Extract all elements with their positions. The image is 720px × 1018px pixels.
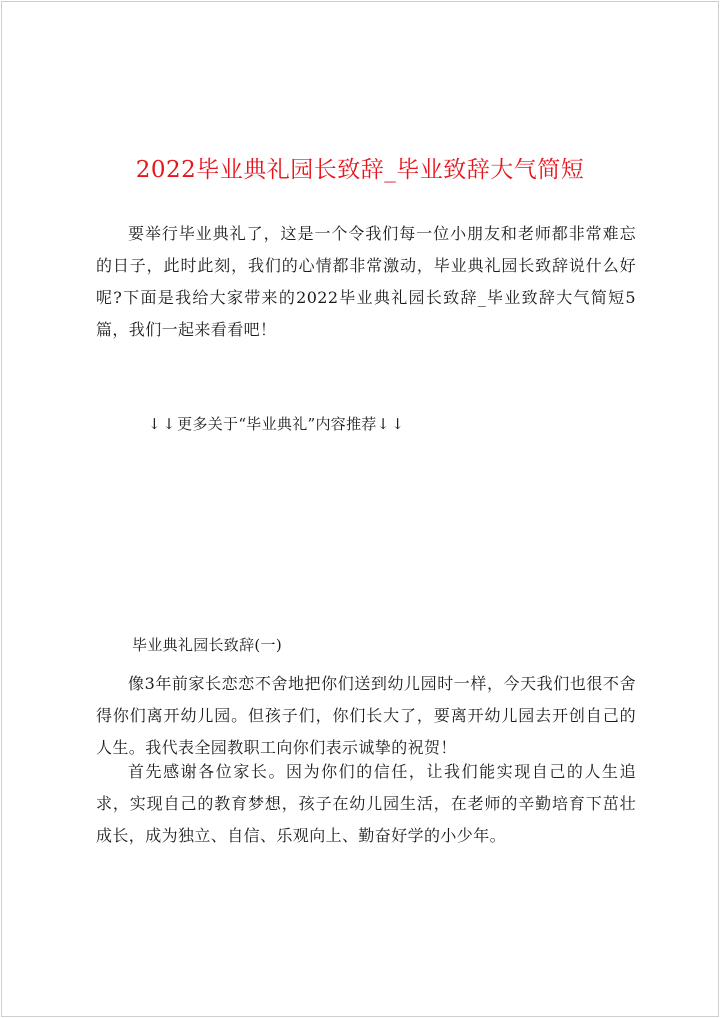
recommend-banner[interactable] <box>148 412 406 436</box>
recommend-text: 更多关于“毕业典礼”内容推荐 <box>177 415 377 433</box>
intro-paragraph: 要举行毕业典礼了，这是一个令我们每一位小朋友和老师都非常难忘的日子，此时此刻，我们的心情都非常激动，毕业典礼园长致辞说什么好呢?下面是我给大家带来的2022毕业典礼园长致辞_毕业致辞大气简短5篇，我们一起来看看吧！ <box>96 224 636 339</box>
body-paragraph: 像3年前家长恋恋不舍地把你们送到幼儿园时一样，今天我们也很不舍得你们离开幼儿园。但孩子们，你们长大了，要离开幼儿园去开创自己的人生。我代表全园教职工向你们表示诚挚的祝贺！ <box>96 674 636 757</box>
down-arrows-icon: ↓↓ <box>376 415 406 433</box>
section-heading: 毕业典礼园长致辞(一) <box>132 636 283 654</box>
body-paragraph: 首先感谢各位家长。因为你们的信任，让我们能实现自己的人生追求，实现自己的教育梦想，孩子在幼儿园生活，在老师的辛勤培育下茁壮成长，成为独立、自信、乐观向上、勤奋好学的小少年。 <box>96 762 636 845</box>
document-title: 2022毕业典礼园长致辞_毕业致辞大气简短 <box>135 157 585 183</box>
down-arrows-icon: ↓↓ <box>148 415 178 433</box>
